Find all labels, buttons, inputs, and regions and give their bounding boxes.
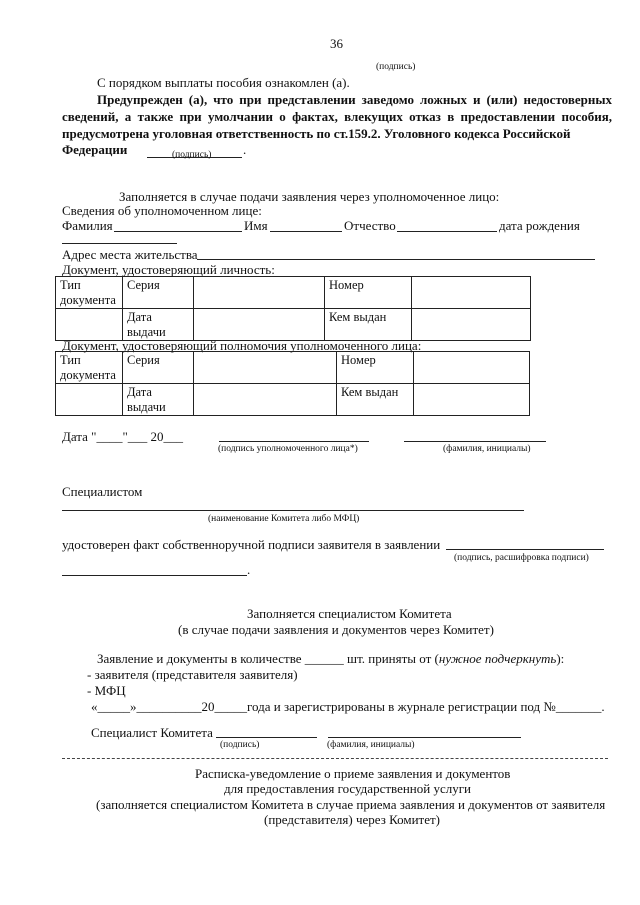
id-number-label: Номер — [325, 277, 412, 309]
committee-name-line[interactable] — [328, 737, 521, 738]
address-field[interactable] — [197, 259, 595, 260]
docs-count-end: ): — [556, 651, 565, 666]
id-document-table — [55, 276, 531, 341]
registration-line[interactable]: «_____»__________20_____года и зарегистрированы в журнале регистрации под №_______. — [91, 699, 605, 714]
name-label: Имя — [244, 218, 268, 233]
authority-document-table — [55, 351, 530, 416]
auth-type-label: Тип документа — [56, 352, 123, 384]
id-date-label: Дата выдачи — [123, 309, 194, 341]
auth-issued-by-label: Кем выдан — [337, 384, 414, 416]
receipt-note-line2: (представителя) через Комитет) — [264, 812, 441, 827]
option-mfc[interactable]: - МФЦ — [87, 683, 126, 698]
certified-period: . — [247, 562, 251, 577]
certified-extra-line[interactable] — [62, 575, 247, 576]
committee-heading: Заполняется специалистом Комитета — [247, 606, 452, 621]
proxy-name-caption: (фамилия, инициалы) — [443, 444, 531, 454]
liability-warning: Предупрежден (а), что при представлении заведомо ложных и (или) недостоверных сведений, а также при умолчании о фактах, влекущих отказ в предоставлении пособия, предусмотрена уголовная ответственность по ст.159.2. Уголовного кодекса Российской — [62, 92, 612, 141]
specialist-org-line[interactable] — [62, 510, 524, 511]
proxy-signature-line[interactable] — [219, 441, 369, 442]
birth-date-field[interactable] — [62, 243, 177, 244]
address-label: Адрес места жительства — [62, 247, 198, 262]
name-field[interactable] — [270, 231, 342, 232]
certified-signature-caption: (подпись, расшифровка подписи) — [454, 553, 589, 563]
auth-type-value[interactable] — [56, 384, 123, 416]
liability-warning-last-word: Федерации — [62, 142, 128, 157]
proxy-name-line[interactable] — [404, 441, 546, 442]
proxy-signature-caption: (подпись уполномоченного лица*) — [218, 444, 358, 454]
id-number-value[interactable] — [412, 277, 531, 309]
committee-specialist-label: Специалист Комитета — [91, 725, 213, 740]
option-applicant[interactable]: - заявителя (представителя заявителя) — [87, 667, 298, 682]
auth-number-value[interactable] — [414, 352, 530, 384]
birth-date-label: дата рождения — [499, 218, 580, 233]
warning-period: . — [243, 142, 247, 157]
auth-series-label: Серия — [123, 352, 194, 384]
proxy-heading: Заполняется в случае подачи заявления через уполномоченное лицо: — [119, 189, 500, 204]
surname-label: Фамилия — [62, 218, 113, 233]
id-issued-by-value[interactable] — [412, 309, 531, 341]
id-series-value[interactable] — [194, 277, 325, 309]
receipt-title-line2: для предоставления государственной услуги — [224, 781, 472, 796]
auth-issued-by-value[interactable] — [414, 384, 530, 416]
surname-field[interactable] — [114, 231, 242, 232]
patronymic-field[interactable] — [397, 231, 497, 232]
id-series-label: Серия — [123, 277, 194, 309]
specialist-org-caption: (наименование Комитета либо МФЦ) — [208, 514, 360, 524]
warning-signature-caption: (подпись) — [172, 150, 212, 160]
patronymic-label: Отчество — [344, 218, 396, 233]
docs-count-note: нужное подчеркнуть — [438, 651, 557, 666]
receipt-title-line1: Расписка-уведомление о приеме заявления и документов — [195, 766, 511, 781]
proxy-date-field[interactable]: Дата "____"___ 20___ — [62, 429, 184, 444]
signature-caption-top: (подпись) — [376, 62, 416, 72]
specialist-label: Специалистом — [62, 484, 143, 499]
id-date-value[interactable] — [194, 309, 325, 341]
auth-series-value[interactable] — [194, 352, 337, 384]
docs-count-text: Заявление и документы в количестве ______ шт. приняты от ( — [97, 651, 439, 666]
docs-count-line — [97, 651, 564, 667]
acquainted-line: С порядком выплаты пособия ознакомлен (а). — [97, 75, 350, 90]
id-type-label: Тип документа — [56, 277, 123, 309]
auth-date-value[interactable] — [194, 384, 337, 416]
id-issued-by-label: Кем выдан — [325, 309, 412, 341]
cut-line-divider — [62, 758, 608, 759]
page-number: 36 — [330, 36, 343, 51]
certified-signature-line[interactable] — [446, 549, 604, 550]
authority-doc-label: Документ, удостоверяющий полномочия уполномоченного лица: — [62, 338, 422, 353]
id-type-value[interactable] — [56, 309, 123, 341]
auth-number-label: Номер — [337, 352, 414, 384]
proxy-info-label: Сведения об уполномоченном лице: — [62, 203, 262, 218]
receipt-note-line1: (заполняется специалистом Комитета в случае приема заявления и документов от заявителя — [96, 797, 606, 812]
committee-subheading: (в случае подачи заявления и документов через Комитет) — [178, 622, 494, 637]
id-doc-label: Документ, удостоверяющий личность: — [62, 262, 275, 277]
committee-signature-line[interactable] — [216, 737, 317, 738]
certified-text: удостоверен факт собственноручной подписи заявителя в заявлении — [62, 537, 441, 552]
auth-date-label: Дата выдачи — [123, 384, 194, 416]
committee-signature-caption: (подпись) — [220, 740, 260, 750]
committee-name-caption: (фамилия, инициалы) — [327, 740, 415, 750]
